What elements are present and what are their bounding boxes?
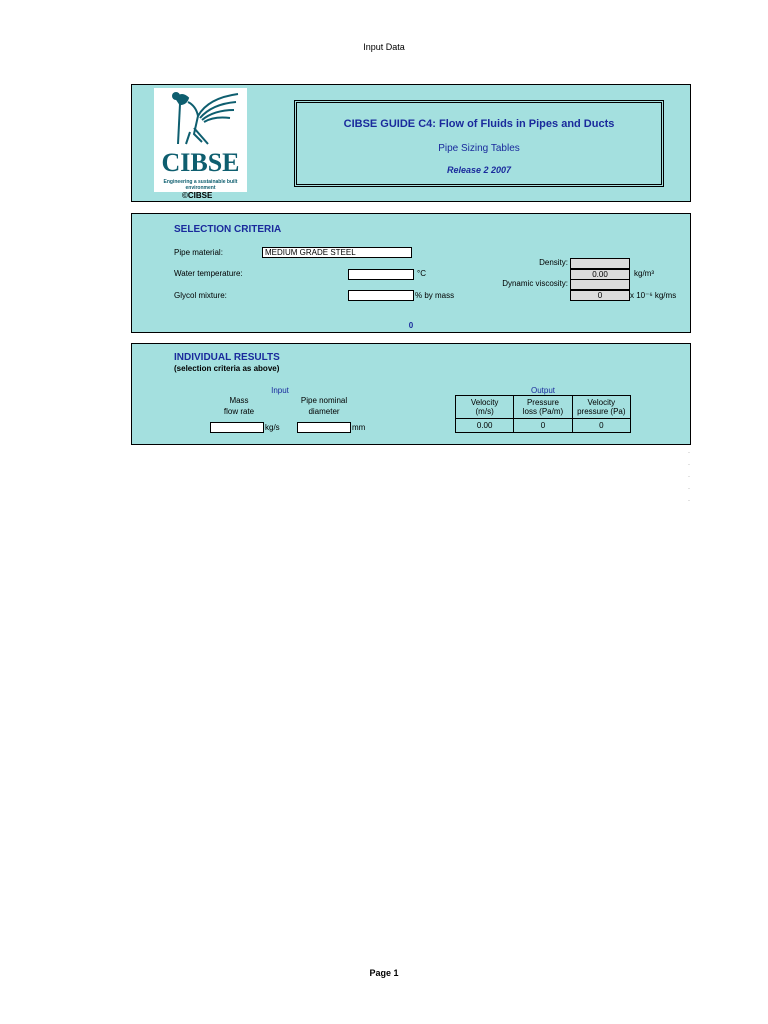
guide-subtitle: Pipe Sizing Tables bbox=[438, 143, 520, 154]
pressure-loss-header: Pressure loss (Pa/m) bbox=[514, 396, 572, 419]
pipe-material-field[interactable]: MEDIUM GRADE STEEL bbox=[262, 247, 412, 258]
page-header: Input Data bbox=[363, 42, 405, 52]
glycol-mixture-unit: % by mass bbox=[415, 291, 455, 300]
title-box bbox=[294, 100, 664, 187]
page-break-mark: · bbox=[688, 486, 690, 492]
glycol-mixture-field[interactable] bbox=[348, 290, 414, 301]
glycol-mixture-label: Glycol mixture: bbox=[174, 291, 227, 300]
logo-wordmark: CIBSE bbox=[161, 148, 240, 177]
logo-tagline: Engineering a sustainable built environment bbox=[163, 179, 238, 191]
pipe-material-label: Pipe material: bbox=[174, 248, 223, 257]
selection-heading: SELECTION CRITERIA bbox=[174, 224, 282, 235]
pressure-loss-value: 0 bbox=[514, 419, 572, 433]
velocity-pressure-value: 0 bbox=[572, 419, 630, 433]
copyright-text: ©CIBSE bbox=[182, 191, 213, 200]
water-temperature-label: Water temperature: bbox=[174, 269, 243, 278]
release-text: Release 2 2007 bbox=[446, 165, 512, 175]
viscosity-unit: x 10⁻⁶ kg/ms bbox=[630, 291, 677, 300]
page-break-mark: · bbox=[688, 450, 690, 456]
page-break-mark: · bbox=[688, 474, 690, 480]
mass-flow-field[interactable] bbox=[210, 422, 264, 433]
diameter-label-2: diameter bbox=[308, 407, 340, 416]
density-value: 0.00 bbox=[570, 269, 630, 280]
water-temperature-unit: °C bbox=[417, 269, 426, 278]
selection-footer-value: 0 bbox=[408, 321, 414, 330]
velocity-value: 0.00 bbox=[456, 419, 514, 433]
page-break-mark: · bbox=[688, 498, 690, 504]
diameter-field[interactable] bbox=[297, 422, 351, 433]
results-subheading: (selection criteria as above) bbox=[174, 364, 280, 373]
output-table bbox=[455, 395, 631, 433]
selection-criteria-panel bbox=[131, 213, 691, 333]
page-break-mark: · bbox=[688, 462, 690, 468]
viscosity-header-cell bbox=[570, 279, 630, 290]
mass-flow-label-1: Mass bbox=[229, 396, 249, 405]
water-temperature-field[interactable] bbox=[348, 269, 414, 280]
velocity-pressure-header: Velocity pressure (Pa) bbox=[572, 396, 630, 419]
diameter-label-1: Pipe nominal bbox=[300, 396, 348, 405]
individual-results-panel bbox=[131, 343, 691, 445]
page-footer: Page 1 bbox=[369, 968, 399, 978]
velocity-header: Velocity (m/s) bbox=[456, 396, 514, 419]
cibse-logo bbox=[154, 88, 247, 192]
input-label: Input bbox=[271, 386, 289, 395]
output-label: Output bbox=[530, 386, 555, 395]
density-unit: kg/m³ bbox=[634, 269, 654, 278]
viscosity-value: 0 bbox=[570, 290, 630, 301]
bird-icon bbox=[154, 88, 247, 148]
viscosity-label: Dynamic viscosity: bbox=[502, 279, 568, 288]
diameter-unit: mm bbox=[352, 423, 366, 432]
results-heading: INDIVIDUAL RESULTS bbox=[174, 352, 280, 363]
guide-title: CIBSE GUIDE C4: Flow of Fluids in Pipes and Ducts bbox=[343, 118, 615, 130]
mass-flow-label-2: flow rate bbox=[223, 407, 255, 416]
density-label: Density: bbox=[539, 258, 568, 267]
title-panel bbox=[131, 84, 691, 202]
density-header-cell bbox=[570, 258, 630, 269]
mass-flow-unit: kg/s bbox=[265, 423, 280, 432]
